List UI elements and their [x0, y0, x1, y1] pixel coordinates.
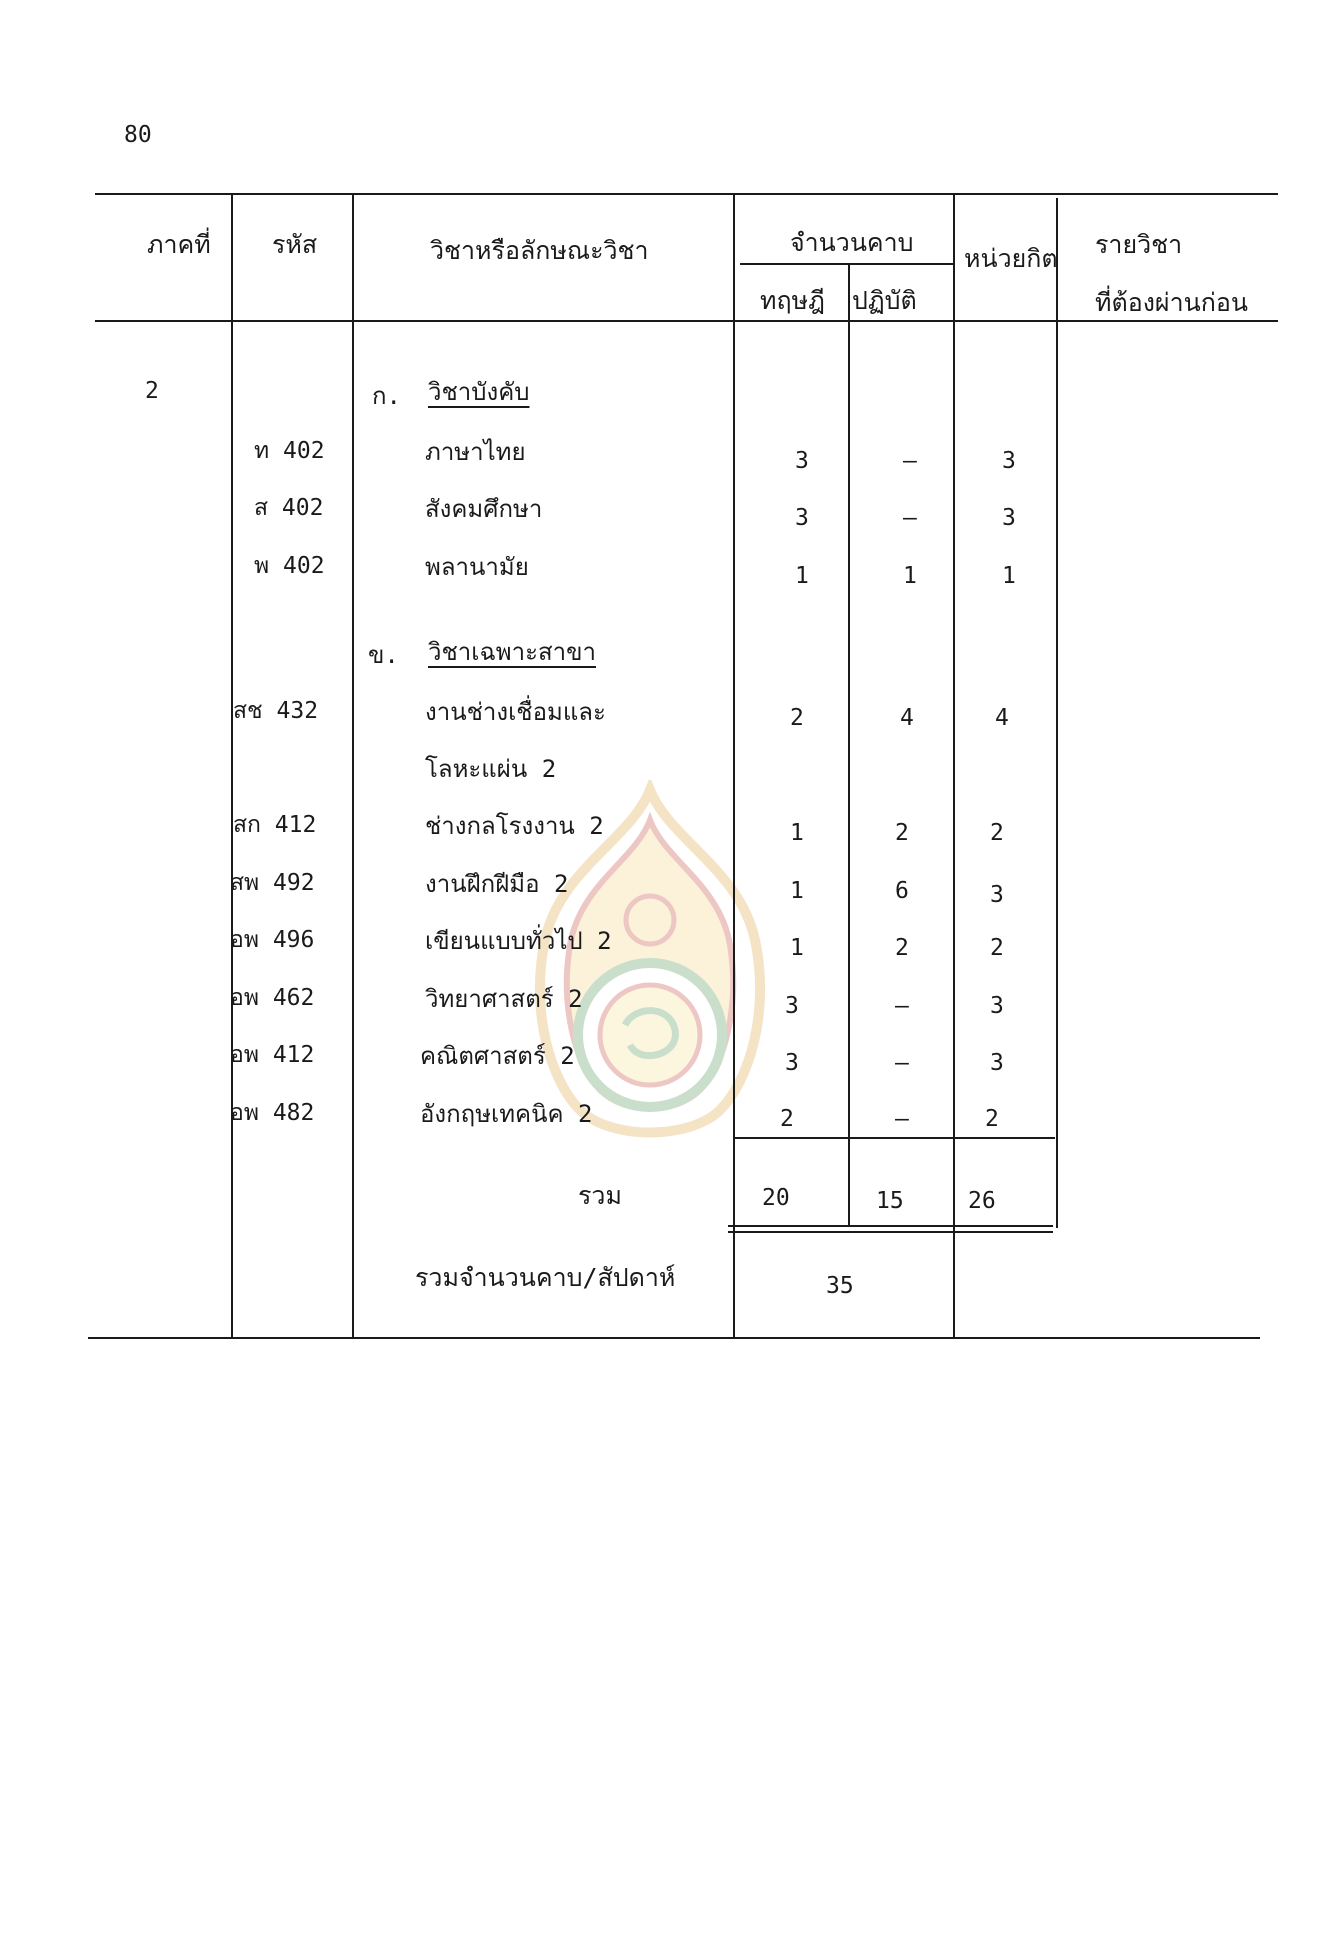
row-theory: 3	[785, 993, 799, 1019]
row-credits: 3	[990, 993, 1004, 1019]
row-theory: 1	[790, 820, 804, 846]
page-number: 80	[124, 122, 152, 148]
row-theory: 2	[780, 1106, 794, 1132]
row-theory: 1	[795, 563, 809, 589]
row-code: อพ 482	[230, 1100, 315, 1126]
table-top-rule	[95, 193, 1278, 195]
row-theory: 1	[790, 935, 804, 961]
section-a-title: วิชาบังคับ	[428, 378, 530, 406]
row-credits: 2	[990, 935, 1004, 961]
weekly-total-label: รวมจำนวนคาบ/สัปดาห์	[415, 1263, 676, 1292]
section-b-marker: ข.	[368, 641, 399, 669]
header-subject: วิชาหรือลักษณะวิชา	[430, 236, 649, 265]
row-credits: 3	[990, 1050, 1004, 1076]
row-credits: 2	[985, 1106, 999, 1132]
row-code: อพ 496	[230, 927, 315, 953]
row-credits: 3	[1002, 448, 1016, 474]
row-theory: 3	[795, 448, 809, 474]
row-code: สก 412	[233, 812, 317, 838]
header-prerequisite-line2: ที่ต้องผ่านก่อน	[1095, 288, 1248, 317]
row-subject: พลานามัย	[425, 553, 529, 581]
row-theory: 3	[785, 1050, 799, 1076]
row-practice: 1	[903, 563, 917, 589]
row-theory: 1	[790, 878, 804, 904]
row-subject: วิทยาศาสตร์ 2	[425, 985, 583, 1013]
row-subject: สังคมศึกษา	[425, 495, 543, 523]
row-code: สช 432	[233, 698, 319, 724]
row-credits: 4	[995, 705, 1009, 731]
row-code: อพ 412	[230, 1042, 315, 1068]
col-divider-practice	[953, 195, 955, 1338]
row-subject: ภาษาไทย	[425, 438, 526, 466]
header-practice: ปฏิบัติ	[852, 286, 917, 315]
row-practice: –	[903, 448, 917, 474]
col-divider-credits	[1056, 198, 1058, 1228]
row-code: อพ 462	[230, 985, 315, 1011]
table-bottom-rule	[88, 1337, 1260, 1339]
col-divider-theory	[848, 265, 850, 1225]
row-subject: ช่างกลโรงงาน 2	[425, 812, 604, 840]
row-code: พ 402	[254, 553, 325, 579]
total-practice: 15	[876, 1188, 904, 1214]
row-practice: –	[895, 993, 909, 1019]
col-divider-subject	[733, 195, 735, 1338]
header-prerequisite-line1: รายวิชา	[1095, 230, 1183, 259]
row-credits: 2	[990, 820, 1004, 846]
header-credits: หน่วยกิต	[964, 244, 1058, 273]
total-credits: 26	[968, 1188, 996, 1214]
row-practice: –	[903, 505, 917, 531]
row-credits: 1	[1002, 563, 1016, 589]
row-credits: 3	[990, 882, 1004, 908]
weekly-total-value: 35	[826, 1273, 854, 1299]
row-subject: คณิตศาสตร์ 2	[420, 1042, 575, 1070]
header-bottom-rule	[95, 320, 1278, 322]
row-credits: 3	[1002, 505, 1016, 531]
total-label: รวม	[578, 1181, 622, 1210]
row-subject: งานช่างเชื่อมและ	[425, 698, 606, 726]
col-divider-semester	[231, 195, 233, 1338]
row-code: ส 402	[254, 495, 324, 521]
row-practice: 6	[895, 878, 909, 904]
row-subject: งานฝึกฝีมือ 2	[425, 870, 569, 898]
header-periods: จำนวนคาบ	[790, 228, 914, 257]
row-practice: 2	[895, 820, 909, 846]
col-divider-code	[352, 195, 354, 1338]
section-a-marker: ก.	[372, 382, 401, 410]
total-theory: 20	[762, 1185, 790, 1211]
row-theory: 2	[790, 705, 804, 731]
row-code: สพ 492	[230, 870, 315, 896]
header-theory: ทฤษฎี	[760, 286, 825, 315]
semester-value: 2	[145, 378, 159, 404]
row-theory: 3	[795, 505, 809, 531]
row-practice: –	[895, 1106, 909, 1132]
row-code: ท 402	[254, 438, 325, 464]
row-subject: เขียนแบบทั่วไป 2	[425, 927, 612, 955]
total-bottom-rule-2	[728, 1231, 1053, 1233]
row-subject-line2: โลหะแผ่น 2	[425, 755, 557, 783]
row-practice: 2	[895, 935, 909, 961]
row-practice: 4	[900, 705, 914, 731]
row-subject: อังกฤษเทคนิค 2	[420, 1100, 593, 1128]
total-bottom-rule	[728, 1225, 1053, 1227]
header-code: รหัส	[272, 230, 318, 259]
row-practice: –	[895, 1050, 909, 1076]
total-top-rule	[735, 1137, 1055, 1139]
header-semester: ภาคที่	[147, 230, 211, 259]
section-b-title: วิชาเฉพาะสาขา	[428, 638, 596, 666]
